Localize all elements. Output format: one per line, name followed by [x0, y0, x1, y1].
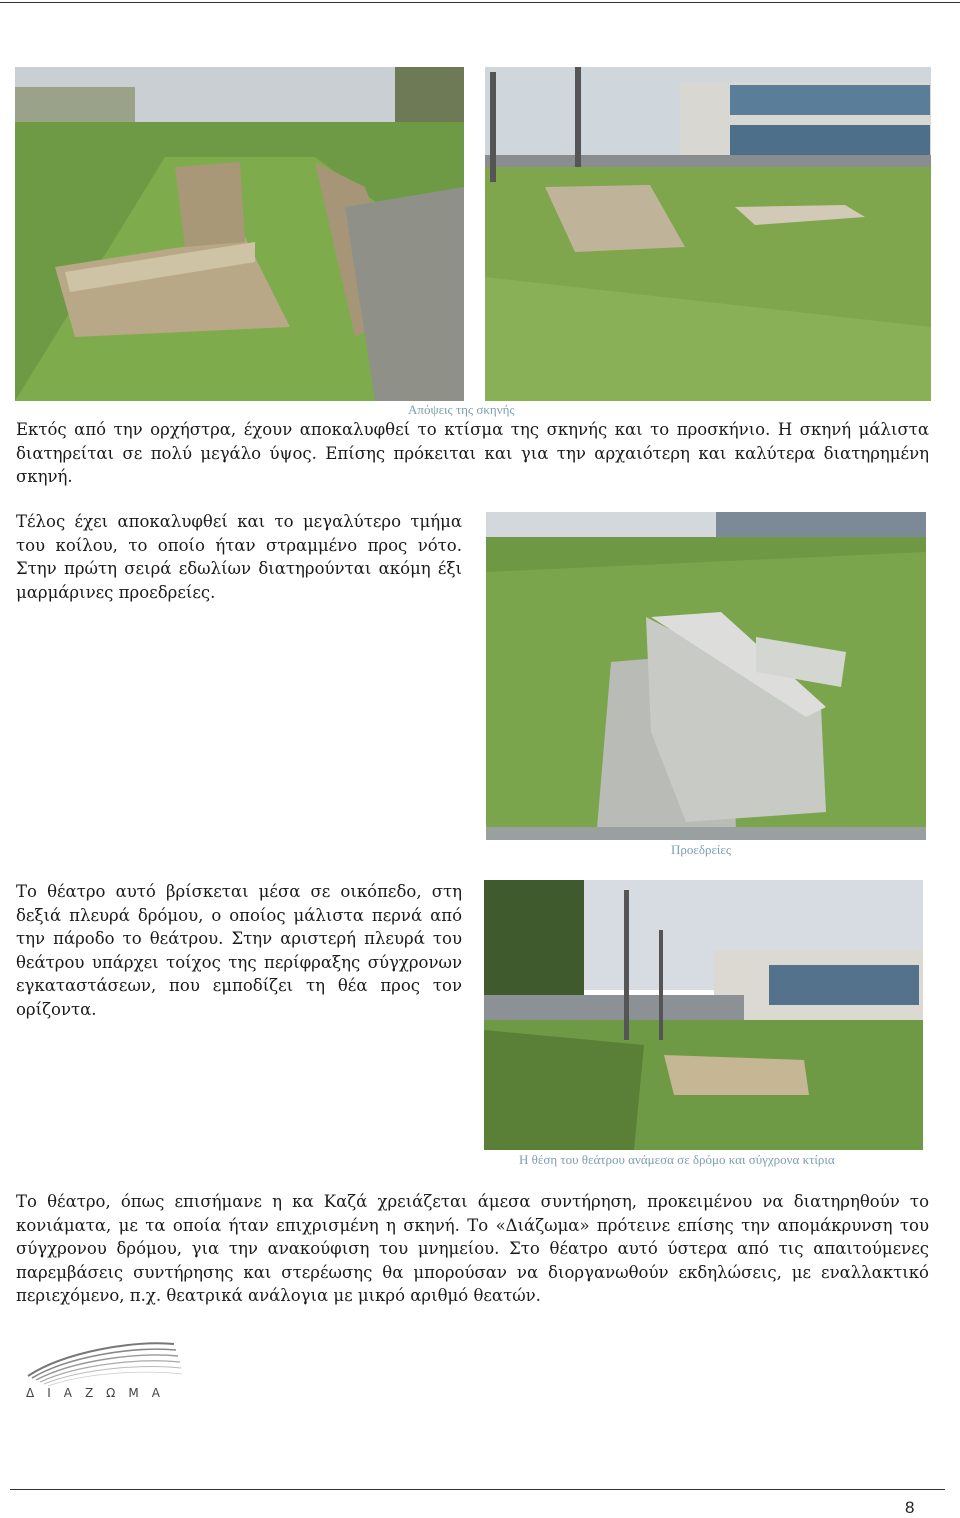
paragraph: Τέλος έχει αποκαλυφθεί και το μεγαλύτερο τμήμα του κοίλου, το οποίο ήταν στραμμένο προς νότο. Στην πρώτη σειρά εδωλίων διατηρούνται ακόμη έξι μαρμάρινες προεδρείες.	[16, 512, 462, 602]
figure-caption: Η θέση του θεάτρου ανάμεσα σε δρόμο και σύγχρονα κτίρια	[519, 1152, 835, 1167]
top-rule	[0, 2, 960, 3]
logo-wordmark: ΔΙΑΖΩΜΑ	[26, 1386, 173, 1400]
photo-marble-seats	[486, 512, 926, 840]
photo-theater-road	[484, 880, 923, 1150]
page-number: 8	[905, 1498, 915, 1517]
paragraph: Το θέατρο, όπως επισήμανε η κα Καζά χρειάζεται άμεσα συντήρηση, προκειμένου να διατηρηθούν το κονιάματα, με τα οποία ήταν επιχρισμένη η σκηνή. Το «Διάζωμα» πρότεινε επίσης την απομάκρυνση του σύγχρονου δρόμου, για την ανακούφιση του μνημείου. Στο θέατρο αυτό ύστερα από τις απαιτούμενες παρεμβάσεις συντήρησης και στερέωσης θα μπορούσαν να διοργανωθούν εκδηλώσεις, με εναλλακτικό περιεχόμενο, π.χ. θεατρικά ανάλογια με μικρό αριθμό θεατών.	[16, 1192, 929, 1305]
photo-ruins-building	[485, 67, 931, 401]
bottom-rule	[10, 1489, 945, 1490]
paragraph: Εκτός από την ορχήστρα, έχουν αποκαλυφθεί το κτίσμα της σκηνής και το προσκήνιο. Η σκηνή μάλιστα διατηρείται σε πολύ μεγάλο ύψος. Επίσης πρόκειται και για την αρχαιότερη και καλύτερα διατηρημένη σκηνή.	[16, 420, 929, 486]
figure-caption: Απόψεις της σκηνής	[408, 402, 515, 417]
paragraph: Το θέατρο αυτό βρίσκεται μέσα σε οικόπεδο, στη δεξιά πλευρά δρόμου, ο οποίος μάλιστα περνά από την πάροδο το θεάτρου. Στην αριστερή πλευρά του θεάτρου υπάρχει τοίχος της περίφραξης σύγχρονων εγκαταστάσεων, που εμποδίζει τη θέα προς τον ορίζοντα.	[16, 882, 462, 1019]
photo-stage-walls	[15, 67, 464, 401]
figure-caption: Προεδρείες	[671, 842, 732, 857]
